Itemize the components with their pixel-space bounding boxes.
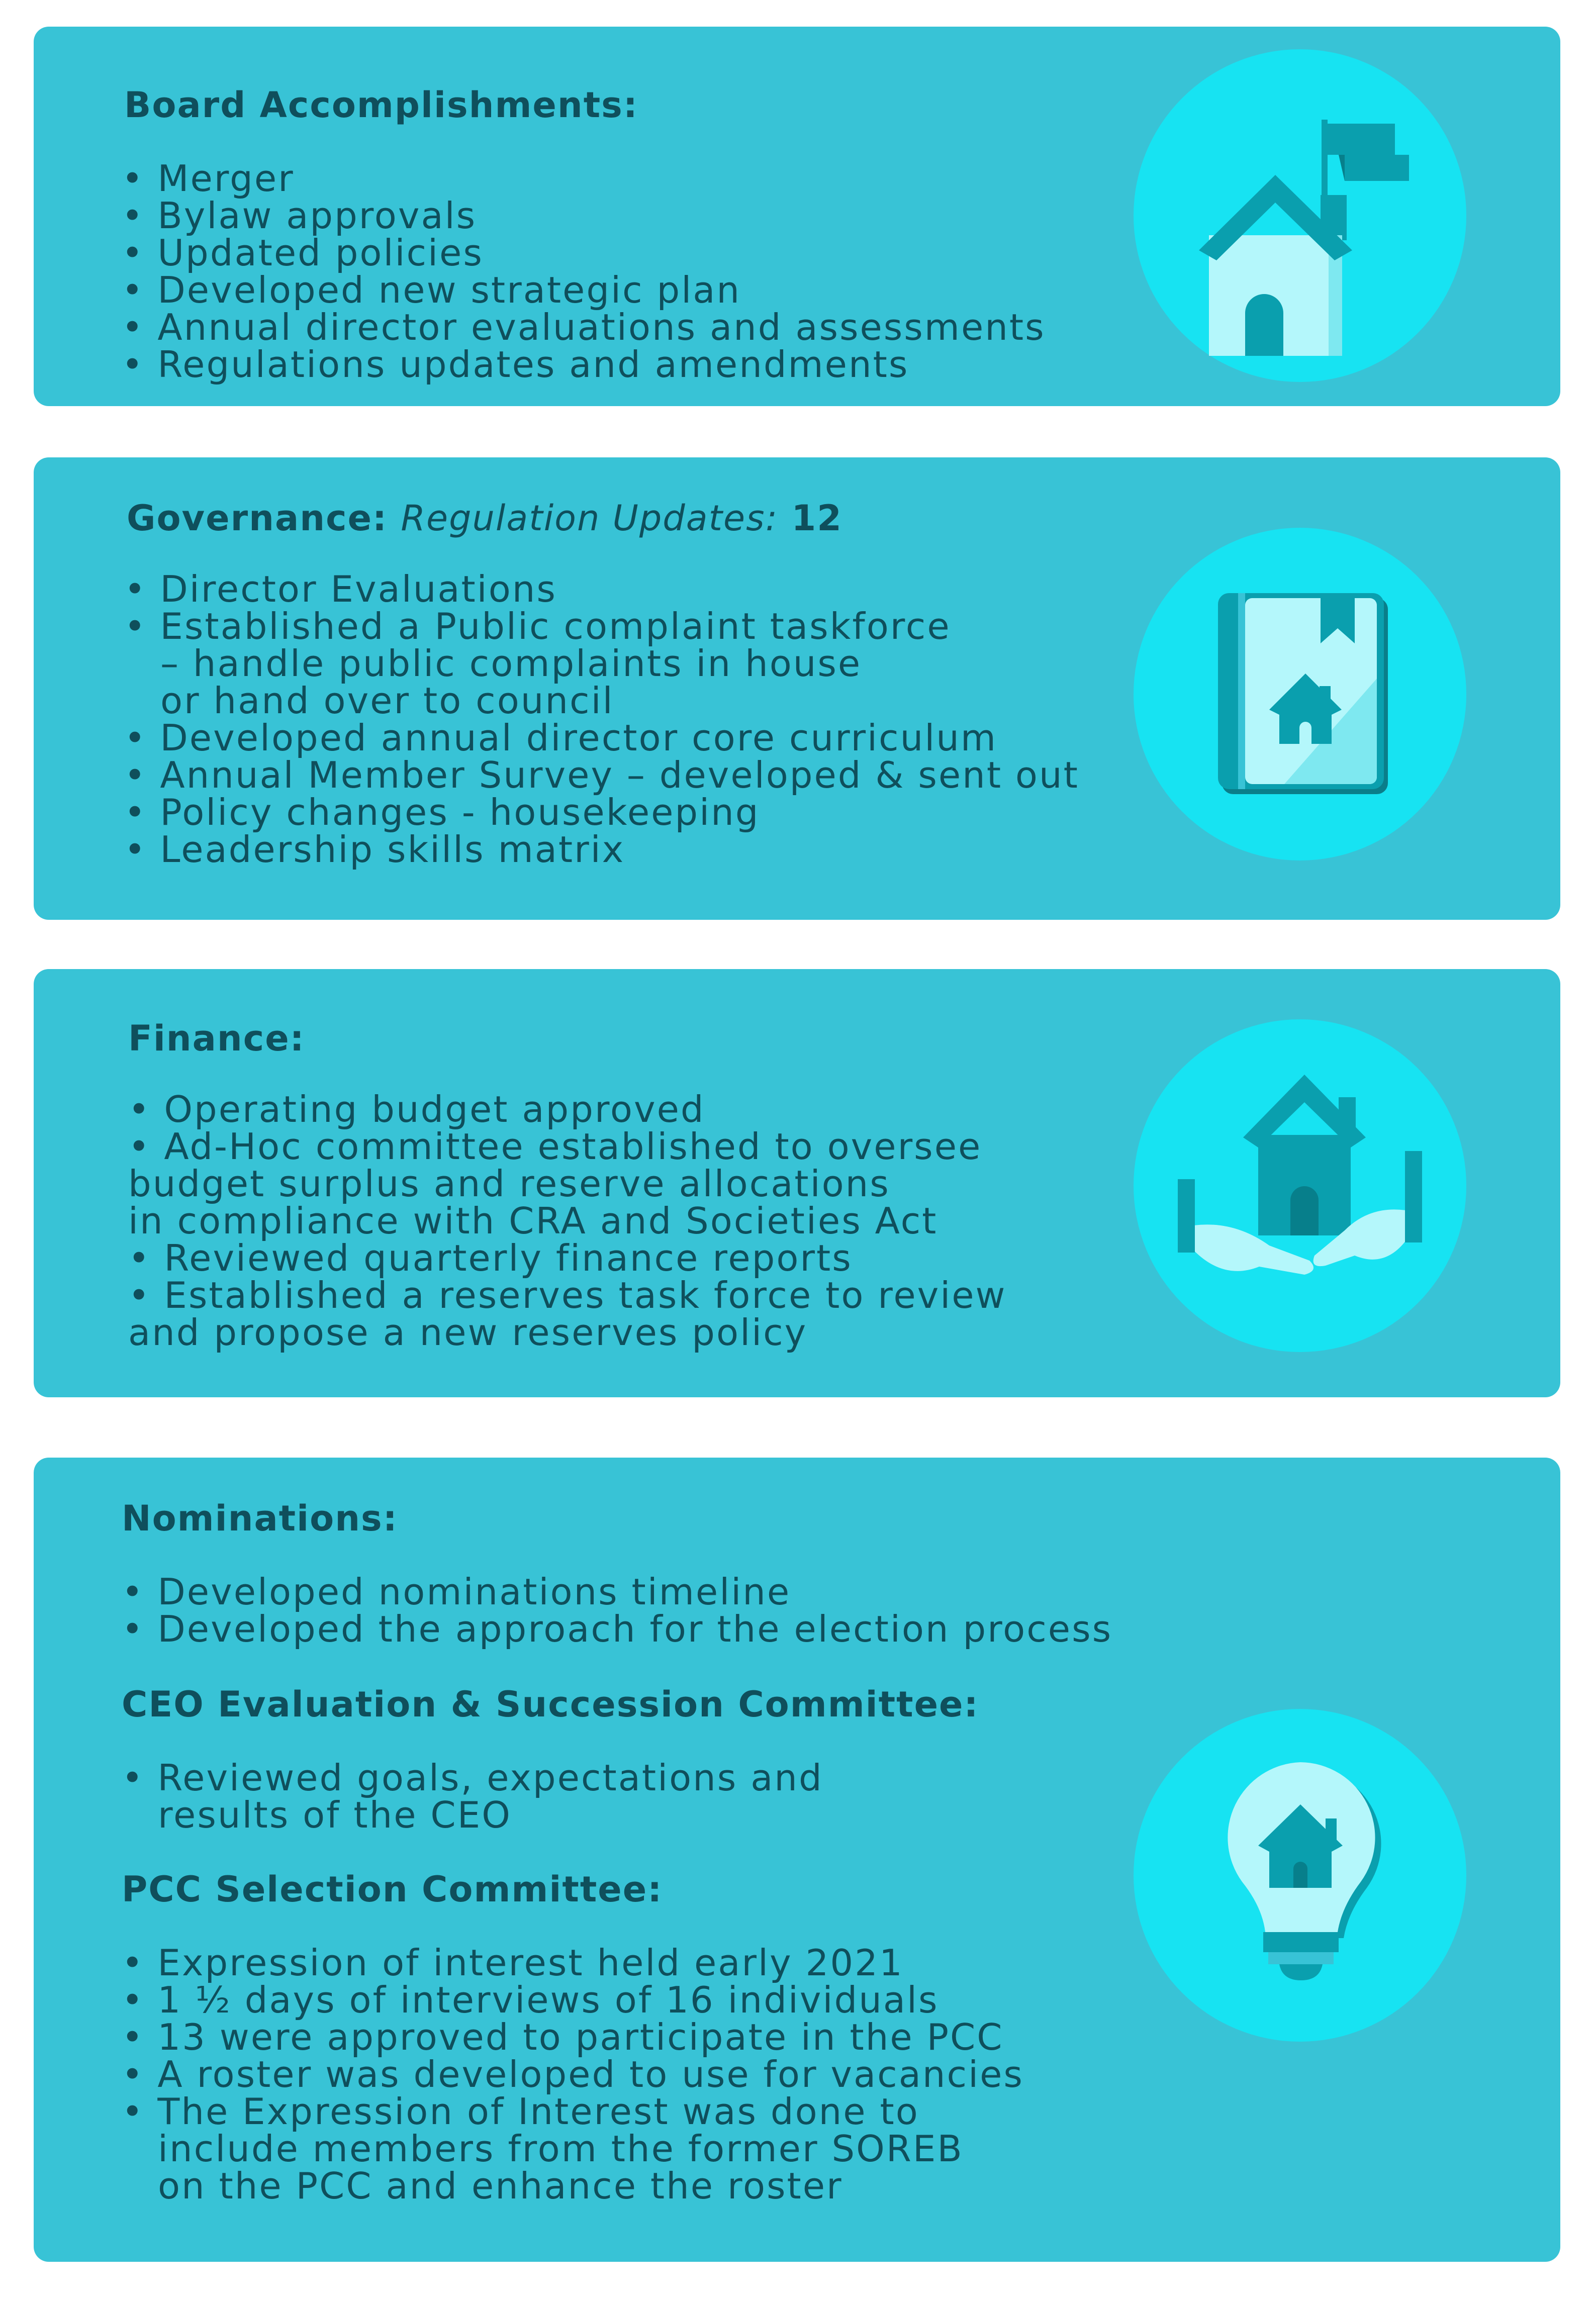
lightbulb-house-icon-circle bbox=[1134, 1709, 1466, 2042]
governance-title: Governance: bbox=[127, 498, 388, 539]
list-item: • Annual Member Survey – developed & sent out bbox=[124, 754, 1079, 796]
finance-list bbox=[128, 1088, 1007, 1354]
ceo-title: CEO Evaluation & Succession Committee: bbox=[122, 1684, 979, 1725]
list-item: • Operating budget approved bbox=[128, 1088, 705, 1130]
hands-house-icon bbox=[1134, 1019, 1466, 1352]
list-item: • Developed new strategic plan bbox=[122, 269, 741, 311]
ceo-list bbox=[122, 1759, 823, 1834]
list-item: budget surplus and reserve allocations bbox=[128, 1163, 890, 1205]
list-item: • Annual director evaluations and assessments bbox=[122, 306, 1046, 348]
list-item: • Established a reserves task force to review bbox=[128, 1274, 1007, 1316]
list-item: • Established a Public complaint taskforce bbox=[124, 605, 951, 647]
governance-subtitle: Regulation Updates: bbox=[401, 498, 779, 539]
book-house-icon-circle bbox=[1134, 528, 1466, 860]
governance-count: 12 bbox=[791, 498, 842, 539]
nominations-title: Nominations: bbox=[122, 1498, 398, 1539]
list-item: • Leadership skills matrix bbox=[124, 828, 625, 871]
hands-house-icon-circle bbox=[1134, 1019, 1466, 1352]
list-item: • Bylaw approvals bbox=[122, 195, 477, 237]
list-item: • The Expression of Interest was done to bbox=[122, 2090, 919, 2133]
list-item: • Developed the approach for the election process bbox=[122, 1608, 1113, 1650]
list-item: • Reviewed goals, expectations and bbox=[122, 1757, 823, 1799]
list-item: in compliance with CRA and Societies Act bbox=[128, 1200, 938, 1242]
nominations-card bbox=[34, 1458, 1560, 2262]
list-item: – handle public complaints in house bbox=[160, 642, 862, 685]
lightbulb-house-icon bbox=[1134, 1709, 1466, 2042]
list-item: • Expression of interest held early 2021 bbox=[122, 1942, 904, 1984]
list-item: or hand over to council bbox=[160, 680, 614, 722]
list-item: include members from the former SOREB bbox=[158, 2128, 964, 2170]
finance-title: Finance: bbox=[128, 1018, 305, 1059]
board-accomplishments-card bbox=[34, 27, 1560, 406]
nominations-list bbox=[122, 1573, 1112, 1648]
list-item: • A roster was developed to use for vacancies bbox=[122, 2053, 1024, 2095]
list-item: • Developed annual director core curriculum bbox=[124, 717, 998, 759]
list-item: • Director Evaluations bbox=[124, 568, 557, 610]
book-house-icon bbox=[1134, 528, 1466, 860]
board-list bbox=[122, 157, 1046, 386]
list-item: on the PCC and enhance the roster bbox=[158, 2165, 843, 2207]
finance-card bbox=[34, 969, 1560, 1397]
list-item: • Updated policies bbox=[122, 232, 484, 274]
list-item: • Ad-Hoc committee established to oversee bbox=[128, 1125, 982, 1168]
pcc-list bbox=[122, 1944, 1024, 2205]
list-item: • Regulations updates and amendments bbox=[122, 343, 909, 386]
list-item: • 1 ½ days of interviews of 16 individuals bbox=[122, 1979, 939, 2021]
governance-heading bbox=[127, 498, 842, 539]
list-item: • Reviewed quarterly finance reports bbox=[128, 1237, 853, 1279]
list-item: • 13 were approved to participate in the PCC bbox=[122, 2016, 1004, 2058]
list-item: results of the CEO bbox=[158, 1794, 512, 1836]
list-item: • Policy changes - housekeeping bbox=[124, 791, 760, 833]
list-item: • Developed nominations timeline bbox=[122, 1571, 791, 1613]
house-flag-icon-circle bbox=[1134, 49, 1466, 382]
list-item: • Merger bbox=[122, 157, 295, 200]
board-title: Board Accomplishments: bbox=[124, 84, 638, 126]
governance-card bbox=[34, 457, 1560, 920]
pcc-title: PCC Selection Committee: bbox=[122, 1869, 663, 1910]
governance-list bbox=[124, 568, 1079, 871]
list-item: and propose a new reserves policy bbox=[128, 1311, 808, 1354]
house-flag-icon bbox=[1134, 49, 1466, 382]
